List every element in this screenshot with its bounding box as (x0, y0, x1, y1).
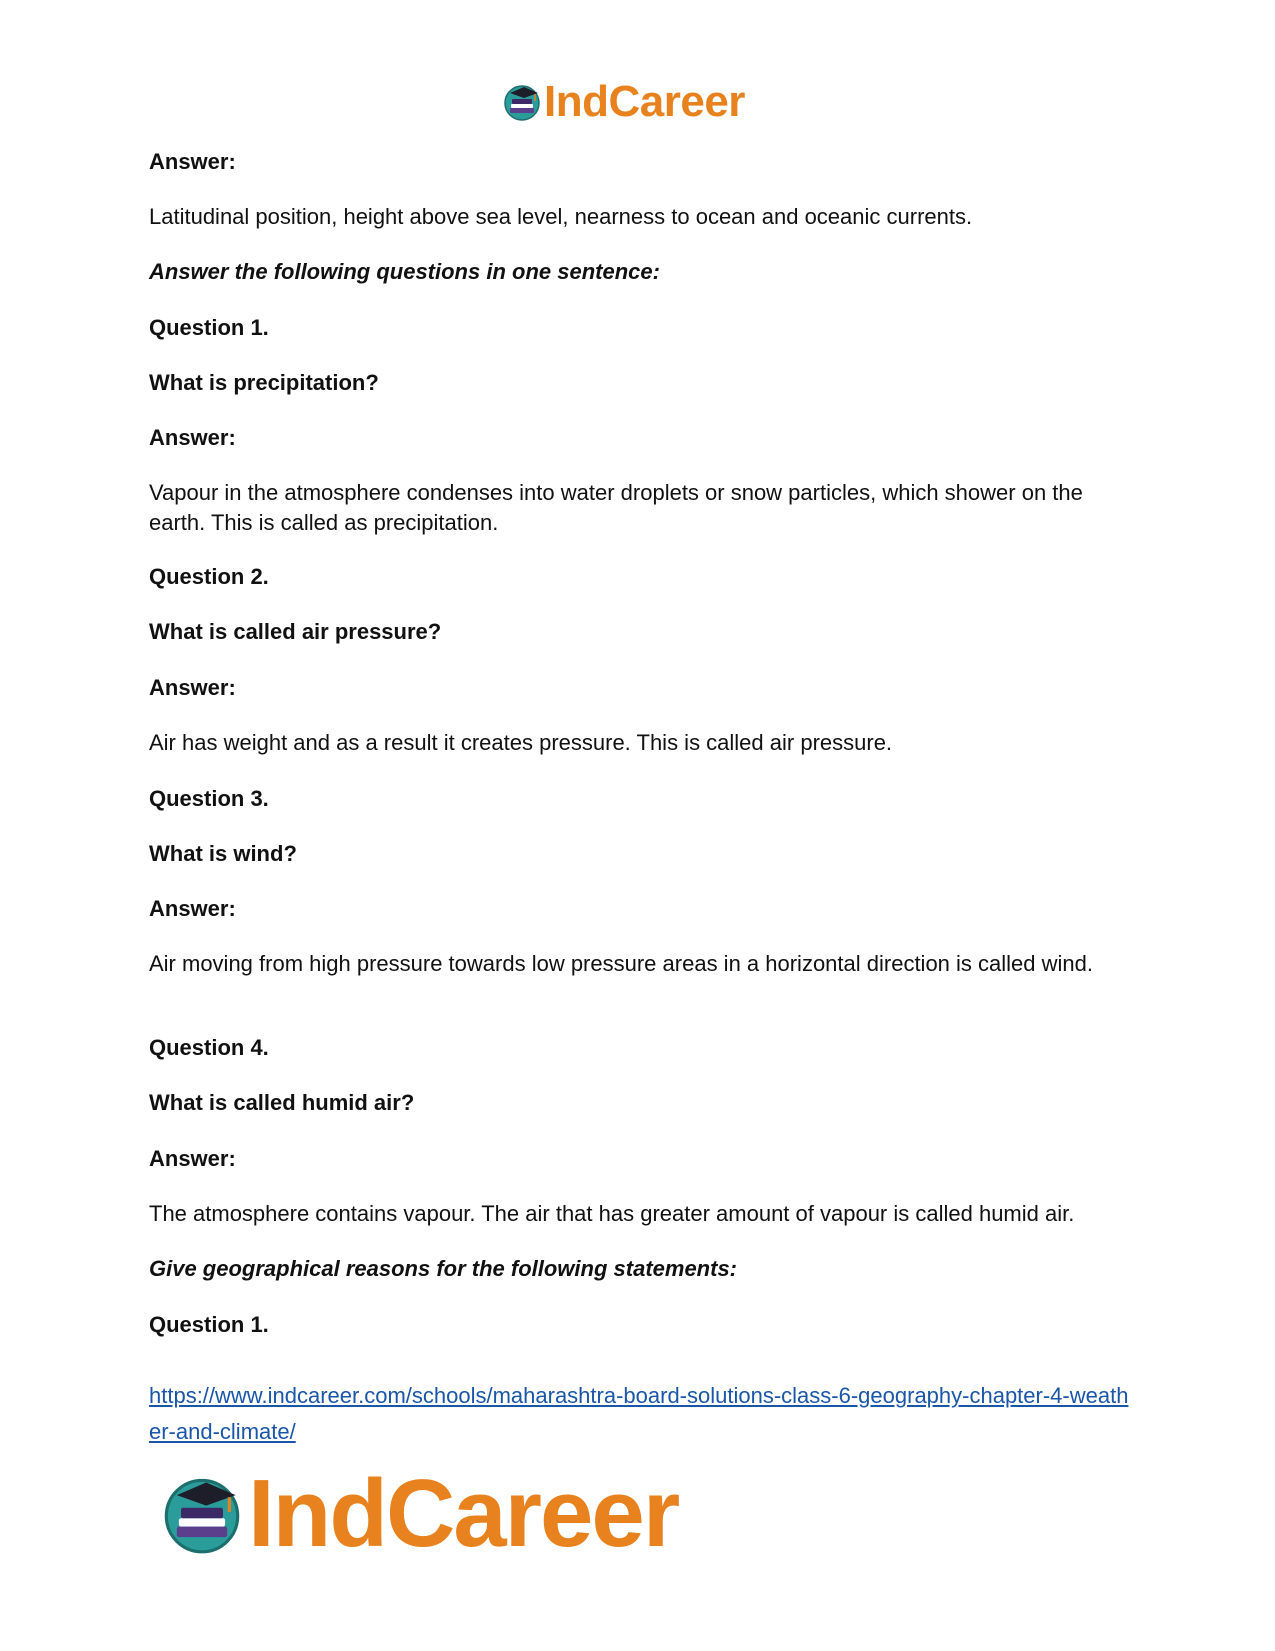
section-heading: Answer the following questions in one sentence: (149, 259, 660, 284)
indcareer-logo-top (502, 77, 745, 126)
answer-text: Vapour in the atmosphere condenses into water droplets or snow particles, which shower on the earth. This is called as precipitation. (149, 480, 1083, 535)
book-globe-icon (502, 82, 542, 122)
qa-label: What is precipitation? (149, 370, 379, 395)
qa-label: Question 1. (149, 1312, 269, 1337)
logo-wordmark: IndCareer (248, 1460, 679, 1567)
qa-label: Answer: (149, 896, 236, 921)
qa-label: What is called humid air? (149, 1090, 415, 1115)
logo-wordmark: IndCareer (544, 77, 745, 126)
qa-label: Answer: (149, 425, 236, 450)
source-link[interactable]: https://www.indcareer.com/schools/maharashtra-board-solutions-class-6-geography-chapter-4-weather-and-climate/ (149, 1383, 1129, 1444)
qa-label: What is called air pressure? (149, 619, 442, 644)
section-heading: Give geographical reasons for the following statements: (149, 1256, 738, 1281)
book-globe-icon (160, 1472, 244, 1556)
qa-label: Question 4. (149, 1035, 269, 1060)
answer-text: Air has weight and as a result it creates pressure. This is called air pressure. (149, 730, 893, 755)
qa-label: Answer: (149, 149, 236, 174)
qa-label: Answer: (149, 1146, 236, 1171)
answer-text: Latitudinal position, height above sea level, nearness to ocean and oceanic currents. (149, 204, 973, 229)
answer-text: Air moving from high pressure towards low pressure areas in a horizontal direction is called wind. (149, 951, 1093, 976)
qa-label: Question 1. (149, 315, 269, 340)
answer-text: The atmosphere contains vapour. The air that has greater amount of vapour is called humid air. (149, 1201, 1075, 1226)
qa-label: Question 3. (149, 786, 269, 811)
qa-label: Answer: (149, 675, 236, 700)
indcareer-logo-bottom (160, 1460, 679, 1567)
qa-label: Question 2. (149, 564, 269, 589)
qa-label: What is wind? (149, 841, 297, 866)
